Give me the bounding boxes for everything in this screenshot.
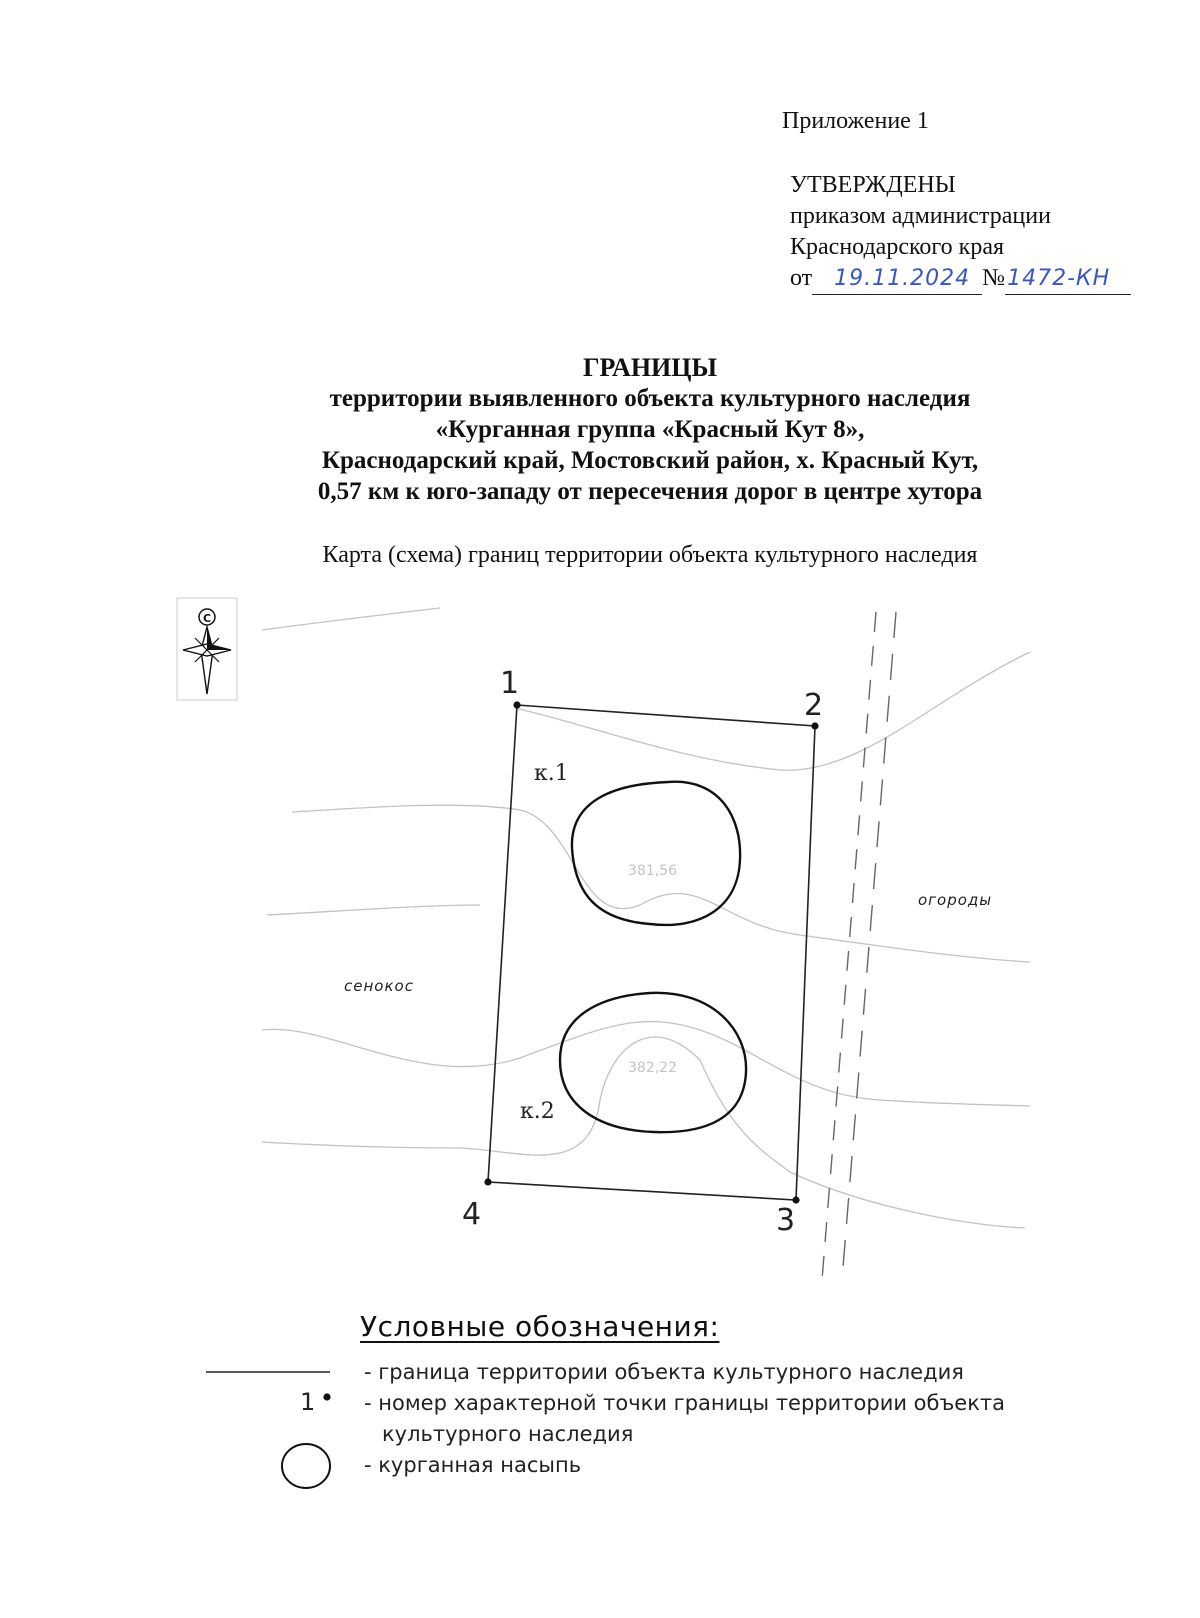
point-label-3: 3 xyxy=(776,1203,796,1238)
title-line3: Краснодарский край, Мостовский район, х. Красный Кут, xyxy=(321,447,979,474)
legend-title: Условные обозначения: xyxy=(360,1310,720,1343)
title-line4: 0,57 км к юго-западу от пересечения дорог в центре хутора xyxy=(317,478,983,505)
legend-mound-symbol xyxy=(282,1444,330,1488)
boundary-point-marker xyxy=(811,722,818,729)
boundary-point-marker xyxy=(484,1178,491,1185)
legend-point-text-line2: культурного наследия xyxy=(382,1422,634,1446)
date-prefix: от xyxy=(790,265,813,291)
point-label-1: 1 xyxy=(500,666,520,701)
number-prefix: № xyxy=(982,265,1006,291)
handwritten-number: 1472-КН xyxy=(1005,263,1131,295)
area-label-hayfield: сенокос xyxy=(344,977,414,995)
approved-by-line1: приказом администрации xyxy=(790,203,1051,229)
point-label-4: 4 xyxy=(462,1197,482,1232)
map-subtitle: Карта (схема) границ территории объекта культурного наследия xyxy=(322,542,978,568)
title-main: ГРАНИЦЫ xyxy=(582,353,718,382)
elevation-label: 382,22 xyxy=(628,1060,677,1076)
area-label-gardens: огороды xyxy=(918,891,993,909)
mound-label-1: к.1 xyxy=(534,761,569,786)
compass-letter: С xyxy=(202,612,212,625)
boundary-point-marker xyxy=(513,701,520,708)
point-label-2: 2 xyxy=(804,688,824,723)
mound-label-2: к.2 xyxy=(520,1099,555,1124)
handwritten-date: 19.11.2024 xyxy=(812,263,982,295)
legend-point-symbol xyxy=(323,1393,330,1400)
legend-point-text-line1: - номер характерной точки границы территории объекта xyxy=(364,1391,1006,1415)
compass-icon xyxy=(177,598,237,700)
road-lines xyxy=(822,612,896,1280)
legend-point-sample: 1 xyxy=(300,1388,316,1416)
title-line2: «Курганная группа «Красный Кут 8», xyxy=(435,416,865,443)
contour-lines xyxy=(262,608,1030,1228)
legend-boundary-text: - граница территории объекта культурного наследия xyxy=(364,1360,964,1384)
mound-1-outline xyxy=(572,782,740,925)
legend-mound-text: - курганная насыпь xyxy=(364,1453,582,1477)
title-line1: территории выявленного объекта культурного наследия xyxy=(329,385,971,412)
approved-by-line2: Краснодарского края xyxy=(790,234,1005,260)
approved-heading: УТВЕРЖДЕНЫ xyxy=(790,172,956,198)
appendix-label: Приложение 1 xyxy=(782,108,929,134)
elevation-label: 381,56 xyxy=(628,863,677,879)
